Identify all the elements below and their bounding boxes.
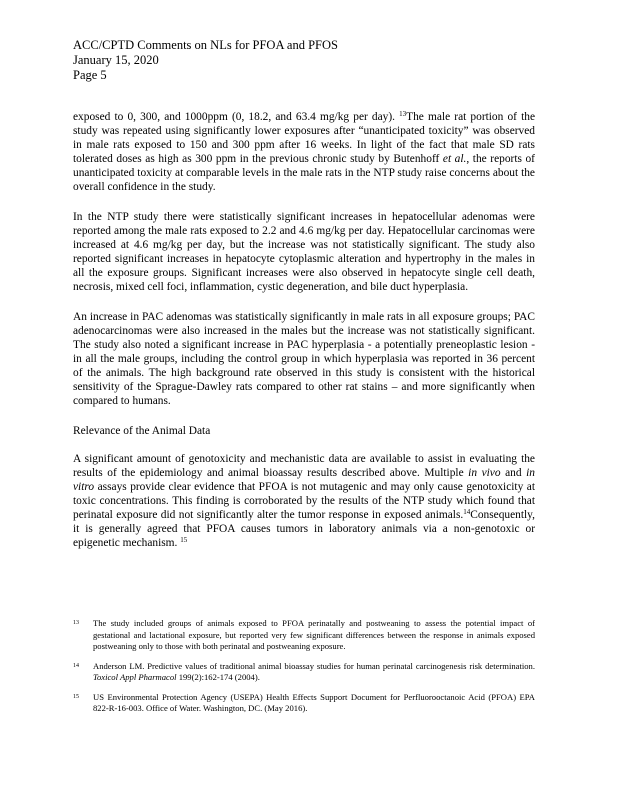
document-body [73,110,535,566]
page-header [73,38,338,83]
footnote-13 [73,618,535,653]
footnote-ref-15[interactable]: 15 [180,536,188,544]
paragraph-genotoxicity: A significant amount of genotoxicity and mechanistic data are available to assist in evaluating the results of the epidemiology and animal bioassay results described above. Multiple in vivo and in vitro assays provide clear evidence that PFOA is not mutagenic and may only cause genotoxicity at toxic concentrations. This finding is corroborated by the results of the NTP study which found that perinatal exposure did not significantly alter the tumor response in exposed animals.$^{14}$Consequently, it is generally agreed that PFOA causes tumors in laboratory animals via a non-genotoxic or epigenetic mechanism. $^{15}$ [73,453,535,549]
footnote-ref-14[interactable]: 14 [463,508,471,516]
footnote-number: 15 [73,693,79,700]
header-date: January 15, 2020 [73,53,159,67]
footnote-ref-13[interactable]: 13 [399,110,407,118]
footnote-text: Anderson LM. Predictive values of traditional animal bioassay studies for human perinatal carcinogenesis risk determination. Toxicol Appl Pharmacol 199(2):162-174 (2004). [93,660,535,682]
footnote-14 [73,661,535,684]
section-heading: Relevance of the Animal Data [73,425,211,437]
header-title: ACC/CPTD Comments on NLs for PFOA and PFOS [73,38,338,52]
header-page-number: Page 5 [73,68,107,82]
footnote-15 [73,692,535,715]
paragraph-hepatocellular: In the NTP study there were statistically significant increases in hepatocellular adenomas were reported among the male rats exposed to 2.2 and 4.6 mg/kg per day. Hepatocellular carcinomas were increased at 4.6 mg/kg per day, but the increase was not statistically significant. The study also reported significant increases in hepatocyte cytoplasmic alteration and hypertrophy in the males in all the exposure groups. Significant increases were also observed in hepatocyte single cell death, necrosis, mixed cell foci, inflammation, cystic degeneration, and bile duct hyperplasia. [73,211,535,293]
paragraph-pac-adenomas: An increase in PAC adenomas was statistically significantly in male rats in all exposure groups; PAC adenocarcinomas were also increased in the males but the increase was not statistically significant. The study also noted a significant increase in PAC hyperplasia - a potentially preneoplastic lesion - in all the male groups, including the control group in which hyperplasia was reported in 36 percent of the animals. The high background rate observed in this study is consistent with the historical sensitivity of the Sprague-Dawley rats compared to other rat stains – and more significantly when compared to humans. [73,311,535,407]
paragraph-study-design: exposed to 0, 300, and 1000ppm (0, 18.2, and 63.4 mg/kg per day). $^{13}$The male rat portion of the study was repeated using significantly lower exposures after “unanticipated toxicity” was observed in male rats exposed to 150 and 300 ppm after 16 weeks. In light of the fact that male SD rats tolerated doses as high as 300 ppm in the previous chronic study by Butenhoff et al., the reports of unanticipated toxicity at comparable levels in the male rats in the NTP study raise concerns about the overall confidence in the study. [73,110,536,193]
footnote-text: US Environmental Protection Agency (USEPA) Health Effects Support Document for Perfluorooctanoic Acid (PFOA) EPA 822-R-16-003. Office of Water. Washington, DC. (May 2016). [93,691,535,713]
footnotes [73,618,535,723]
footnote-number: 14 [73,662,79,669]
footnote-text: The study included groups of animals exposed to PFOA perinatally and postweaning to assess the potential impact of gestational and lactational exposure, but reported very few significant differences between the response in animals exposed postweaning only to those with both perinatal and postweaning exposure. [93,618,535,651]
footnote-number: 13 [73,620,79,626]
